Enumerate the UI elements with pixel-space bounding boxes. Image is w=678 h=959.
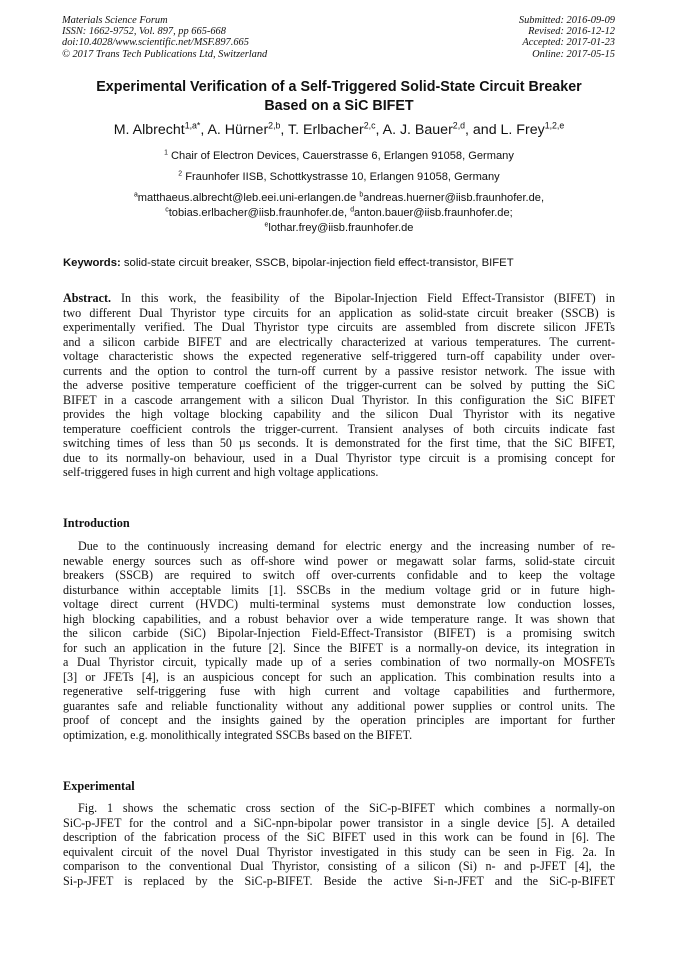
abstract-line-text: In this work, the feasibility of the Bipolar-Injection Field Effect-Transistor (BIFET) in (111, 291, 615, 305)
experimental-line: description of the fabrication process of the SiC BIFET used in this work can be found in [6]. The (63, 830, 615, 844)
abstract-line: and a silicon carbide BIFET and are electrically characterized at various temperatures. The current- (63, 334, 615, 349)
introduction-line: the silicon carbide (SiC) Bipolar-Injection Field-Effect-Transistor (BIFET) is a promising switch (63, 626, 615, 640)
introduction-line: newable energy sources such as off-shore wind power or megawatt solar farms, solid-state circuit (63, 553, 615, 568)
email-mark: b (359, 191, 364, 199)
affiliation-mark: 1 (164, 149, 168, 157)
email-address: tobias.erlbacher@iisb.fraunhofer.de, (168, 207, 351, 220)
author-name: A. Hürner (207, 122, 269, 138)
email-mark: a (133, 191, 138, 199)
abstract-line: switching times of less than 50 µs seconds. It is demonstrated for the first time, that the SiC BIFET, (63, 436, 615, 450)
keywords-label: Keywords: (63, 257, 121, 269)
introduction-line: proof of concept and the insights gained by the operation principles are important for further (63, 713, 615, 727)
experimental-line: SiC-p-JFET for the control and a SiC-npn-bipolar power transistor in a single device [5]. A detailed (63, 815, 615, 830)
journal-issn: ISSN: 1662-9752, Vol. 897, pp 665-668 (62, 26, 226, 38)
journal-copyright: © 2017 Trans Tech Publications Ltd, Switzerland (62, 48, 268, 60)
introduction-line: Due to the continuously increasing demand for electric energy and the increasing number of re- (78, 539, 615, 553)
email-mark: e (264, 221, 269, 229)
journal-doi: doi:10.4028/www.scientific.net/MSF.897.665 (62, 37, 249, 49)
affiliation-mark: 2 (178, 170, 183, 178)
email-address: anton.bauer@iisb.fraunhofer.de; (354, 207, 513, 220)
author-separator: , (200, 122, 208, 138)
author-affiliation-mark: 1,2,e (544, 120, 565, 131)
introduction-line: breakers (SSCB) are required to switch off over-currents confidable and to keep the voltage (63, 568, 615, 582)
author-separator: , (280, 122, 289, 138)
email-address: andreas.huerner@iisb.fraunhofer.de, (363, 192, 545, 204)
experimental-line: equivalent circuit of the novel Dual Thyristor investigated in this study can be seen in Fig. 2a. In (63, 844, 615, 859)
author-affiliation-mark: 2,d (452, 120, 466, 131)
author-affiliation-mark: 1,a* (184, 120, 201, 131)
abstract-label: Abstract. (63, 291, 112, 305)
abstract-line: temperature coefficient controls the trigger-current. Transient analyses of both circuits indicate fast (63, 421, 615, 436)
keywords (63, 256, 615, 271)
author-affiliation-mark: 2,c (363, 120, 376, 131)
introduction-line: disturbance within acceptable limits [1]. SSCBs in the medium voltage grid or in future high- (63, 582, 615, 597)
author-separator: , and (465, 122, 501, 138)
experimental-line: Fig. 1 shows the schematic cross section of the SiC-p-BIFET which combines a normally-on (78, 801, 615, 815)
abstract (63, 291, 615, 480)
abstract-line: self-triggered fuses in high current and high voltage applications. (63, 465, 379, 479)
email-line (40, 221, 638, 236)
author-list (40, 121, 638, 139)
email-address: matthaeus.albrecht@leb.eei.uni-erlangen.de (137, 192, 360, 204)
submission-dates (519, 15, 615, 60)
experimental-body (63, 801, 615, 888)
title-line: Experimental Verification of a Self-Triggered Solid-State Circuit Breaker (96, 79, 582, 95)
introduction-line: optimization, e.g. monolithically integrated SSCBs based on the BIFET. (63, 727, 413, 742)
email-mark: d (350, 206, 355, 214)
introduction-line: regenerative self-triggering fuse with high current and voltage capabilities and furthermore, (63, 684, 615, 698)
author-name: M. Albrecht (113, 122, 185, 138)
section-heading-introduction: Introduction (63, 516, 130, 530)
author-name: T. Erlbacher (288, 122, 364, 138)
abstract-line (63, 291, 615, 306)
introduction-line: high blocking capabilities, and a robust behavior over a wide temperature range. It was shown that (63, 611, 615, 626)
introduction-line: voltage direct current (HVDC) multi-terminal systems must demonstrate low conduction losses, (63, 597, 615, 611)
email-line (40, 191, 638, 206)
abstract-line: the adverse positive temperature coefficient of the trigger-current can be solved by putting the SiC (63, 378, 615, 392)
abstract-line: currents and the option to control the turn-off current by a passive resistor network. The issue with (63, 363, 615, 378)
paper-title (55, 78, 623, 116)
introduction-line: for such an application in the future [2]. Since the BIFET is a normally-on device, its integration in (63, 640, 615, 655)
author-name: A. J. Bauer (382, 122, 453, 138)
affiliation-text: Fraunhofer IISB, Schottkystrasse 10, Erlangen 91058, Germany (182, 171, 500, 183)
keywords-text: solid-state circuit breaker, SSCB, bipolar-injection field effect-transistor, BIFET (120, 257, 514, 269)
affiliation-text: Chair of Electron Devices, Cauerstrasse 6, Erlangen 91058, Germany (167, 150, 514, 162)
author-separator: , (375, 122, 383, 138)
email-line (40, 206, 638, 221)
affiliation-1 (40, 149, 638, 163)
experimental-line: comparison to the conventional Dual Thyristor, consisting of a silicon (Si) n- and p-JFET [4], the (63, 859, 615, 873)
abstract-line: BIFET in a cascode arrangement with a silicon Dual Thyristor. In this configuration the SiC BIFET (63, 392, 615, 407)
introduction-line: guarantes safe and reliable functionality without any additional power supplies or control units. The (63, 698, 615, 713)
journal-info (62, 15, 267, 60)
email-list (40, 191, 638, 237)
email-mark: c (165, 206, 169, 214)
date-submitted: Submitted: 2016-09-09 (518, 15, 615, 26)
introduction-body (63, 539, 615, 742)
introduction-line: a Dual Thyristor circuit, typically made up of a series combination of two normally-on MOSFETs (63, 655, 615, 669)
title-line: Based on a SiC BIFET (264, 98, 414, 114)
experimental-line: Si-p-JFET is replaced by the SiC-p-BIFET. Beside the active Si-n-JFET and the SiC-p-BIFET (63, 873, 615, 888)
section-heading-experimental: Experimental (63, 779, 135, 793)
abstract-line: experimentally verified. The Dual Thyristor type circuits are assembled from discrete silicon JFETs (63, 320, 615, 334)
author-name: L. Frey (500, 122, 545, 138)
date-accepted: Accepted: 2017-01-23 (522, 37, 615, 49)
journal-name: Materials Science Forum (62, 15, 168, 26)
date-online: Online: 2017-05-15 (532, 48, 615, 60)
author-affiliation-mark: 2,b (268, 120, 281, 131)
journal-header (62, 15, 615, 60)
abstract-line: provides the high voltage blocking capability and the silicon Dual Thyristor with its negative (63, 407, 615, 421)
affiliation-2 (40, 170, 638, 184)
abstract-line: voltage characteristic shows the expected regenerative self-triggered turn-off capability under over- (63, 349, 615, 363)
abstract-line: two different Dual Thyristor type circuits for an application as solid-state circuit breaker (SSCB) is (63, 305, 615, 320)
abstract-line: due to its normally-on behaviour, used in a Dual Thyristor type circuit is a promising concept for (63, 450, 615, 465)
date-revised: Revised: 2016-12-12 (528, 26, 615, 38)
introduction-line: [3] or JFETs [4], is an auspicious concept for such an application. This combination results into a (63, 669, 615, 684)
email-address: lothar.frey@iisb.fraunhofer.de (268, 222, 414, 235)
